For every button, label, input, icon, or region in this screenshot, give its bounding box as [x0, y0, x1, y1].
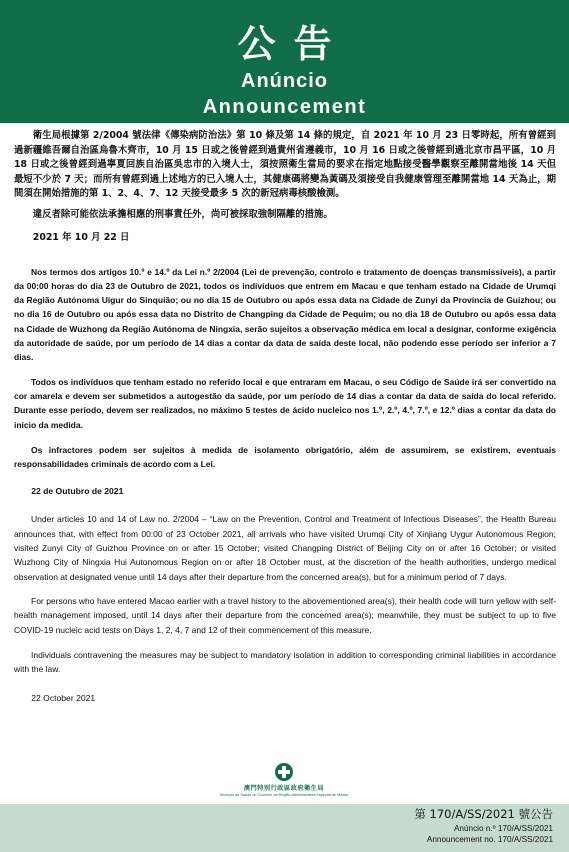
health-bureau-logo [214, 762, 354, 797]
health-bureau-name-chinese: 澳門特別行政區政府衛生局 [243, 785, 325, 792]
portuguese-paragraph-2: Todos os indivíduos que tenham estado no referido local e que entraram em Macau, o seu Código de Saúde irá ser convertido na cor amarela e devem ser submetidos a autogestão da saúde, por um período de 14 dias a contar da data de saída do local referido. Durante esse período, devem ser realizados, no máximo 5 testes de ácido nucleico nos 1.º, 2.º, 4.º, 7.º, e 12.º dias a contar da data do início da medida. [14, 376, 556, 430]
announcement-header [0, 0, 569, 123]
english-paragraph-3: Individuals contravening the measures may be subject to mandatory isolation in addition to corresponding criminal liabilities in accordance with the law. [14, 649, 556, 675]
title-chinese: 公告 [237, 22, 350, 66]
health-bureau-name-portuguese: Serviços de Saúde do Governo da Região Administrativa Especial de Macau [219, 793, 349, 797]
english-paragraph-2: For persons who have entered Macao earlier with a travel history to the abovementioned area(s), their health code will turn yellow with self-health management imposed, until 14 days after their departure from the concerned area(s); meanwhile, they must be subject to up to five COVID-19 nucleic acid tests on Days 1, 2, 4, 7 and 12 of their commencement of this measure. [14, 595, 556, 635]
announcement-body [14, 129, 556, 705]
title-portuguese: Anúncio [241, 70, 328, 92]
portuguese-date: 22 de Outubro de 2021 [31, 486, 124, 497]
reference-chinese: 第 170/A/SS/2021 號公告 [414, 807, 553, 821]
reference-english: Announcement no. 170/A/SS/2021 [426, 835, 553, 844]
title-english: Announcement [202, 96, 367, 118]
english-paragraph-1: Under articles 10 and 14 of Law no. 2/2004 – “Law on the Prevention, Control and Treatment of Infectious Diseases”, the Health Bureau announces that, with effect from 00:00 of 23 October 2021, all arrivals who have visited Urumqi City of Xinjiang Uygur Autonomous Region; visited Zunyi City of Guizhou Province on or after 15 October; visited Changping District of Beijing City on or after 16 October; or visited Wuzhong City of Ningxia Hui Autonomous Region on or after 18 October must, at the discretion of the health authorities, undergo medical observation at designated venue until 14 days after their departure from the concerned area(s), but for a minimum period of 7 days. [14, 514, 556, 582]
english-date: 22 October 2021 [31, 693, 96, 704]
chinese-paragraph-2: 違反者除可能依法承擔相應的刑事責任外，尚可被採取強制隔離的措施。 [32, 208, 333, 220]
chinese-paragraph-1: 衛生局根據第 2/2004 號法律《傳染病防治法》第 10 條及第 14 條的規定，自 2021 年 10 月 23 日零時起，所有曾經到過新疆維吾爾自治區烏魯木齊市，10 月 15 日或之後曾經到過貴州省遵義市，10 月 16 日或之後曾經到過北京市昌平區，10 月 18 日或之後曾經到過寧夏回族自治區吳忠市的入境人士，須按照衛生當局的要求在指定地點接受醫學觀察至離開當地後 14 天但最短不少於 7 天；而所有曾經到過上述地方的已入境人士，其健康碼將變為黃碼及須接受自我健康管理至離開當地 14 天為止，期間須在開始措施的第 1、2、4、7、12 天接受最多 5 次的新冠病毒核酸檢測。 [14, 130, 556, 200]
portuguese-paragraph-1: Nos termos dos artigos 10.º e 14.º da Lei n.º 2/2004 (Lei de prevenção, controlo e tratamento de doenças transmissíveis), a partir da 00:00 horas do dia 23 de Outubro de 2021, todos os indivíduos que entrem em Macau e que tenham estado na Cidade de Urumqi da Região Autónoma Uigur do Sinquião; ou no dia 15 de Outubro ou após essa data na Cidade de Zunyi da Província de Guizhou; ou no dia 16 de Outubro ou após essa data no Distrito de Changping da Cidade de Pequim; ou no dia 18 de Outubro ou após essa data na Cidade de Wuzhong da Região Autónoma de Ningxia, serão sujeitos a observação médica em local a designar, conforme exigência da autoridade de saúde, por um período de 14 dias a contar da data de saída deste local, não podendo esse período ser inferior a 7 dias. [14, 266, 556, 363]
health-bureau-emblem-icon [273, 762, 295, 782]
reference-portuguese: Anúncio n.º 170/A/SS/2021 [453, 824, 553, 833]
announcement-reference [414, 806, 553, 845]
chinese-date: 2021 年 10 月 22 日 [32, 231, 130, 243]
portuguese-paragraph-3: Os infractores podem ser sujeitos à medida de isolamento obrigatório, além de assumirem, se existirem, eventuais responsabilidades criminais de acordo com a Lei. [14, 444, 556, 470]
